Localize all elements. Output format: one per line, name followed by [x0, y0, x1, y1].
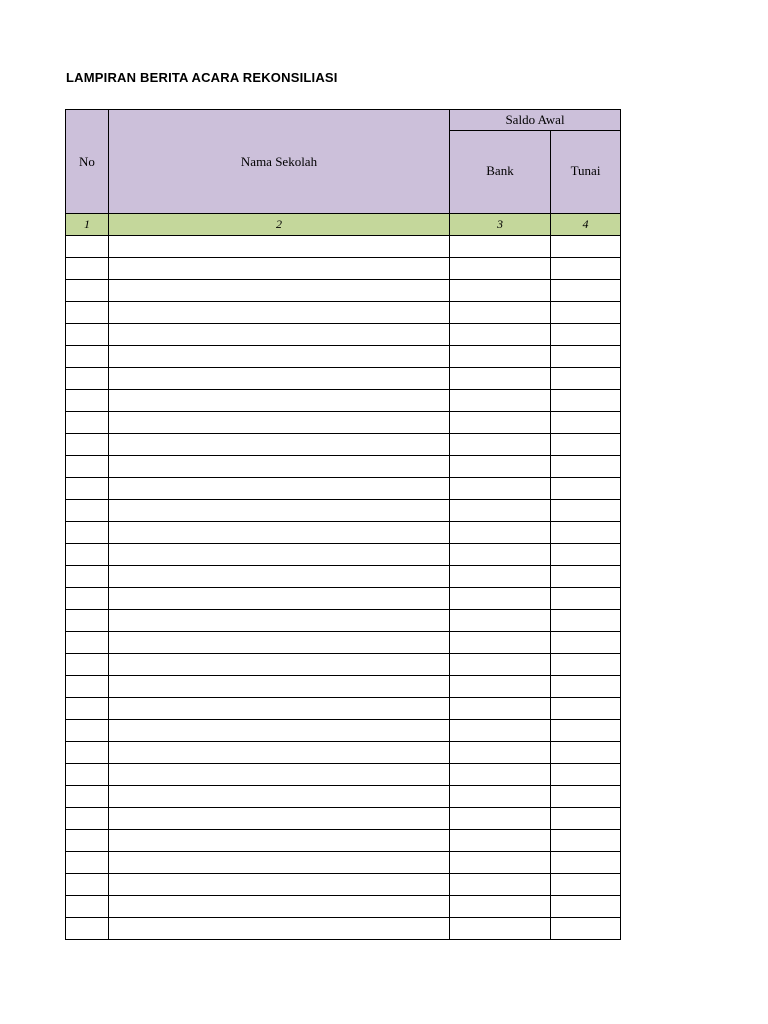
- cell-nama-sekolah: [109, 698, 450, 720]
- cell-tunai: [551, 280, 621, 302]
- cell-tunai: [551, 896, 621, 918]
- cell-no: [66, 324, 109, 346]
- table-row: [66, 302, 621, 324]
- cell-nama-sekolah: [109, 874, 450, 896]
- cell-no: [66, 544, 109, 566]
- cell-nama-sekolah: [109, 434, 450, 456]
- cell-nama-sekolah: [109, 896, 450, 918]
- cell-tunai: [551, 588, 621, 610]
- table-row: [66, 764, 621, 786]
- cell-no: [66, 654, 109, 676]
- table-row: [66, 874, 621, 896]
- cell-bank: [450, 258, 551, 280]
- cell-tunai: [551, 236, 621, 258]
- cell-tunai: [551, 522, 621, 544]
- document-title: LAMPIRAN BERITA ACARA REKONSILIASI: [66, 70, 338, 85]
- cell-no: [66, 852, 109, 874]
- table-row: [66, 918, 621, 940]
- cell-nama-sekolah: [109, 742, 450, 764]
- cell-bank: [450, 918, 551, 940]
- cell-bank: [450, 236, 551, 258]
- cell-bank: [450, 368, 551, 390]
- cell-bank: [450, 412, 551, 434]
- cell-no: [66, 566, 109, 588]
- table-row: [66, 368, 621, 390]
- cell-tunai: [551, 720, 621, 742]
- cell-no: [66, 698, 109, 720]
- cell-bank: [450, 500, 551, 522]
- cell-no: [66, 522, 109, 544]
- table-row: [66, 896, 621, 918]
- cell-nama-sekolah: [109, 566, 450, 588]
- header-tunai: [551, 131, 621, 214]
- cell-bank: [450, 280, 551, 302]
- cell-bank: [450, 390, 551, 412]
- cell-no: [66, 258, 109, 280]
- cell-no: [66, 742, 109, 764]
- table-row: [66, 566, 621, 588]
- table-row: [66, 544, 621, 566]
- cell-no: [66, 896, 109, 918]
- cell-no: [66, 390, 109, 412]
- table-row: [66, 522, 621, 544]
- cell-no: [66, 368, 109, 390]
- cell-tunai: [551, 874, 621, 896]
- table-row: [66, 324, 621, 346]
- table-row: [66, 500, 621, 522]
- cell-nama-sekolah: [109, 390, 450, 412]
- cell-nama-sekolah: [109, 830, 450, 852]
- cell-bank: [450, 610, 551, 632]
- cell-tunai: [551, 918, 621, 940]
- table-row: [66, 676, 621, 698]
- header-tunai-label: Tunai: [570, 163, 601, 178]
- cell-nama-sekolah: [109, 412, 450, 434]
- cell-no: [66, 632, 109, 654]
- table-row: [66, 412, 621, 434]
- cell-no: [66, 280, 109, 302]
- header-saldo-awal: Saldo Awal: [450, 110, 621, 131]
- cell-bank: [450, 830, 551, 852]
- header-bank: [450, 131, 551, 214]
- table-row: [66, 478, 621, 500]
- cell-no: [66, 918, 109, 940]
- cell-bank: [450, 588, 551, 610]
- cell-tunai: [551, 324, 621, 346]
- column-number-2: 2: [109, 214, 450, 236]
- cell-no: [66, 456, 109, 478]
- cell-nama-sekolah: [109, 280, 450, 302]
- cell-tunai: [551, 434, 621, 456]
- cell-bank: [450, 654, 551, 676]
- table-row: [66, 258, 621, 280]
- cell-nama-sekolah: [109, 456, 450, 478]
- cell-no: [66, 808, 109, 830]
- cell-tunai: [551, 346, 621, 368]
- cell-tunai: [551, 632, 621, 654]
- cell-tunai: [551, 676, 621, 698]
- cell-nama-sekolah: [109, 720, 450, 742]
- cell-tunai: [551, 610, 621, 632]
- header-bank-label: Bank: [486, 163, 514, 178]
- cell-no: [66, 720, 109, 742]
- column-number-4: 4: [551, 214, 621, 236]
- table-row: [66, 808, 621, 830]
- table-row: [66, 654, 621, 676]
- cell-bank: [450, 478, 551, 500]
- cell-nama-sekolah: [109, 478, 450, 500]
- cell-bank: [450, 346, 551, 368]
- cell-tunai: [551, 698, 621, 720]
- cell-nama-sekolah: [109, 786, 450, 808]
- cell-bank: [450, 786, 551, 808]
- table-row: [66, 742, 621, 764]
- cell-tunai: [551, 566, 621, 588]
- reconciliation-table: [65, 109, 621, 940]
- cell-no: [66, 500, 109, 522]
- header-no: No: [66, 110, 109, 214]
- cell-tunai: [551, 764, 621, 786]
- cell-nama-sekolah: [109, 654, 450, 676]
- cell-bank: [450, 808, 551, 830]
- cell-nama-sekolah: [109, 676, 450, 698]
- table-row: [66, 632, 621, 654]
- cell-nama-sekolah: [109, 324, 450, 346]
- cell-bank: [450, 434, 551, 456]
- cell-no: [66, 764, 109, 786]
- cell-tunai: [551, 412, 621, 434]
- table-row: [66, 720, 621, 742]
- table-row: [66, 830, 621, 852]
- cell-tunai: [551, 478, 621, 500]
- cell-bank: [450, 632, 551, 654]
- cell-nama-sekolah: [109, 632, 450, 654]
- table-row: [66, 786, 621, 808]
- cell-nama-sekolah: [109, 588, 450, 610]
- table-row: [66, 280, 621, 302]
- cell-no: [66, 302, 109, 324]
- cell-no: [66, 434, 109, 456]
- cell-no: [66, 346, 109, 368]
- cell-nama-sekolah: [109, 258, 450, 280]
- cell-bank: [450, 544, 551, 566]
- cell-bank: [450, 324, 551, 346]
- cell-tunai: [551, 544, 621, 566]
- table-row: [66, 236, 621, 258]
- cell-nama-sekolah: [109, 852, 450, 874]
- cell-tunai: [551, 368, 621, 390]
- column-number-3: 3: [450, 214, 551, 236]
- table-row: [66, 852, 621, 874]
- cell-no: [66, 588, 109, 610]
- cell-tunai: [551, 456, 621, 478]
- cell-no: [66, 676, 109, 698]
- cell-nama-sekolah: [109, 500, 450, 522]
- cell-nama-sekolah: [109, 302, 450, 324]
- table-row: [66, 346, 621, 368]
- cell-bank: [450, 302, 551, 324]
- cell-nama-sekolah: [109, 346, 450, 368]
- cell-nama-sekolah: [109, 522, 450, 544]
- cell-bank: [450, 522, 551, 544]
- table-row: [66, 456, 621, 478]
- cell-bank: [450, 742, 551, 764]
- cell-nama-sekolah: [109, 808, 450, 830]
- cell-nama-sekolah: [109, 918, 450, 940]
- cell-bank: [450, 852, 551, 874]
- cell-tunai: [551, 830, 621, 852]
- cell-tunai: [551, 786, 621, 808]
- table-row: [66, 390, 621, 412]
- cell-bank: [450, 896, 551, 918]
- cell-tunai: [551, 500, 621, 522]
- cell-tunai: [551, 258, 621, 280]
- cell-bank: [450, 874, 551, 896]
- cell-nama-sekolah: [109, 368, 450, 390]
- column-number-1: 1: [66, 214, 109, 236]
- cell-no: [66, 786, 109, 808]
- table-row: [66, 434, 621, 456]
- cell-no: [66, 610, 109, 632]
- cell-no: [66, 236, 109, 258]
- cell-nama-sekolah: [109, 764, 450, 786]
- header-nama-sekolah: Nama Sekolah: [109, 110, 450, 214]
- cell-tunai: [551, 808, 621, 830]
- cell-bank: [450, 676, 551, 698]
- cell-no: [66, 478, 109, 500]
- cell-no: [66, 412, 109, 434]
- cell-bank: [450, 698, 551, 720]
- cell-tunai: [551, 390, 621, 412]
- table-row: [66, 698, 621, 720]
- cell-tunai: [551, 742, 621, 764]
- cell-tunai: [551, 852, 621, 874]
- cell-no: [66, 830, 109, 852]
- cell-bank: [450, 764, 551, 786]
- cell-bank: [450, 566, 551, 588]
- cell-tunai: [551, 302, 621, 324]
- table-row: [66, 610, 621, 632]
- cell-no: [66, 874, 109, 896]
- table-body: [66, 236, 621, 940]
- cell-nama-sekolah: [109, 610, 450, 632]
- table-row: [66, 588, 621, 610]
- cell-bank: [450, 720, 551, 742]
- cell-nama-sekolah: [109, 236, 450, 258]
- cell-tunai: [551, 654, 621, 676]
- cell-bank: [450, 456, 551, 478]
- cell-nama-sekolah: [109, 544, 450, 566]
